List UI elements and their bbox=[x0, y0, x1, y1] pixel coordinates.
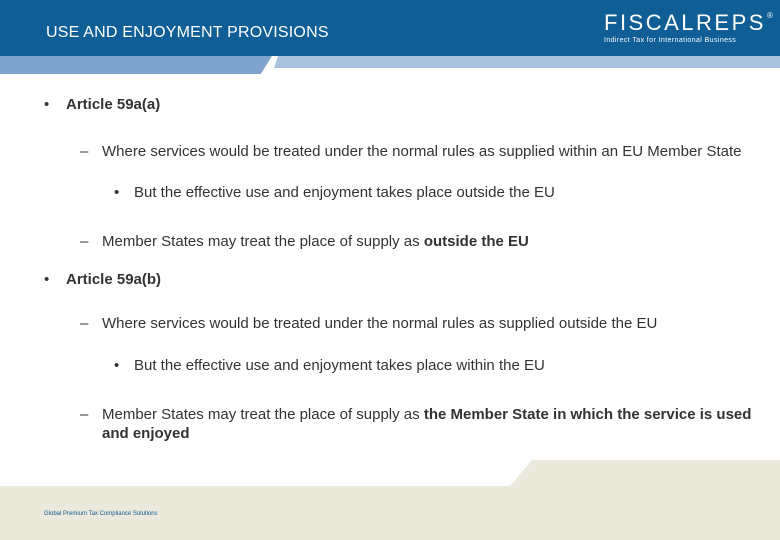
section-heading-text: Article 59a(b) bbox=[66, 271, 162, 288]
section-heading-text: Article 59a(a) bbox=[66, 96, 161, 113]
section-heading bbox=[44, 96, 160, 113]
list-item-text-plain: Member States may treat the place of supply as bbox=[102, 233, 424, 250]
footer-accent bbox=[510, 460, 780, 486]
bullet-icon: • bbox=[114, 184, 120, 201]
bullet-icon: • bbox=[114, 357, 120, 374]
dash-icon: – bbox=[80, 406, 89, 423]
list-item-text-bold: the Member State in which the service is used and enjoyed bbox=[102, 406, 752, 442]
company-logo bbox=[604, 12, 775, 44]
section-heading bbox=[44, 271, 161, 288]
logo-wordmark bbox=[604, 12, 775, 34]
logo-tagline: Indirect Tax for International Business bbox=[604, 37, 737, 44]
logo-name-text: FISCALREPS bbox=[604, 10, 766, 35]
list-item-text: Where services would be treated under the normal rules as supplied outside the EU bbox=[102, 315, 658, 332]
sub-list-item-text: But the effective use and enjoyment takes place within the EU bbox=[134, 357, 545, 374]
list-item-text-plain: Member States may treat the place of supply as bbox=[102, 406, 424, 423]
dash-icon: – bbox=[80, 315, 89, 332]
sub-list-item-text: But the effective use and enjoyment takes place outside the EU bbox=[134, 184, 555, 201]
slide-title: USE AND ENJOYMENT PROVISIONS bbox=[46, 24, 329, 41]
dash-icon: – bbox=[80, 143, 89, 160]
list-item-text: Where services would be treated under the normal rules as supplied within an EU Member State bbox=[102, 143, 742, 160]
list-item bbox=[80, 405, 760, 443]
list-item-text-bold: outside the EU bbox=[423, 233, 529, 250]
list-item bbox=[80, 232, 760, 251]
logo-registered-mark: ® bbox=[766, 11, 776, 20]
sub-list-item bbox=[114, 184, 555, 201]
bullet-icon: • bbox=[44, 96, 50, 113]
bullet-icon: • bbox=[44, 271, 50, 288]
list-item bbox=[80, 314, 760, 333]
sub-list-item bbox=[114, 357, 545, 374]
list-item-text bbox=[80, 232, 760, 251]
header-accent-stripe bbox=[274, 56, 780, 68]
list-item bbox=[80, 142, 760, 161]
dash-icon: – bbox=[80, 233, 89, 250]
footer-text: Global Premium Tax Compliance Solutions bbox=[44, 511, 158, 517]
list-item-text bbox=[80, 405, 760, 443]
